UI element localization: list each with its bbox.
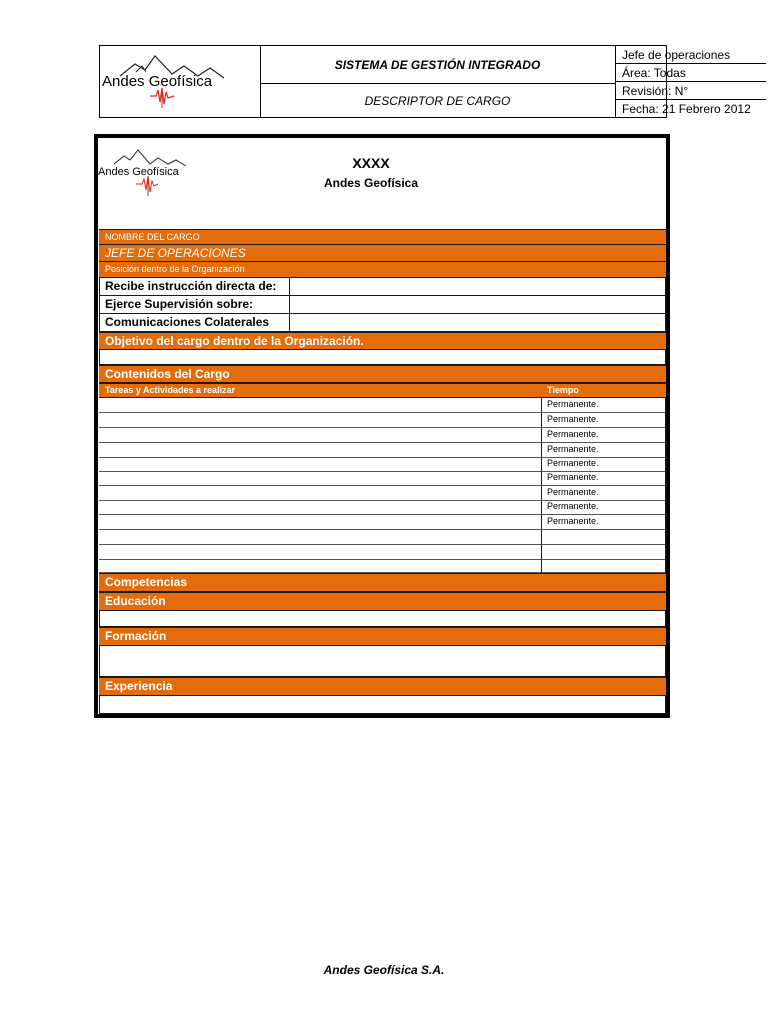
tareas-header: [99, 383, 666, 398]
page-footer: Andes Geofísica S.A.: [323, 963, 445, 977]
nombre-cargo-value: JEFE DE OPERACIONES: [99, 244, 666, 262]
tiempo-value: Permanente.: [547, 487, 599, 497]
tiempo-value: Permanente.: [547, 501, 599, 511]
meta-date: Fecha: 21 Febrero 2012: [622, 102, 751, 116]
comunicaciones-label: Comunicaciones Colaterales: [105, 315, 270, 329]
doc-type: DESCRIPTOR DE CARGO: [364, 93, 511, 108]
objetivo-value: [99, 350, 666, 365]
tiempo-value: Permanente.: [547, 458, 599, 468]
tareas-label: Tareas y Actividades a realizar: [105, 385, 236, 395]
posicion-label: Posición dentro de la Organización: [99, 261, 666, 278]
competencias-label: Competencias: [99, 573, 666, 592]
table-row: [99, 471, 666, 486]
posicion-right-border: [665, 278, 666, 332]
form-logo-text: Andes Geofísica: [98, 166, 179, 178]
tiempo-value: Permanente.: [547, 516, 599, 526]
table-row: [99, 515, 666, 530]
form-title: XXXX: [352, 155, 390, 171]
table-row: [99, 428, 666, 443]
tiempo-value: Permanente.: [547, 399, 599, 409]
objetivo-label: Objetivo del cargo dentro de la Organización.: [99, 332, 666, 350]
table-row: [99, 398, 666, 413]
nombre-cargo-label: NOMBRE DEL CARGO: [99, 229, 666, 245]
table-row: [99, 500, 666, 515]
formacion-label: Formación: [99, 627, 666, 646]
meta-area: Área: Todas: [616, 64, 766, 82]
table-row: [99, 486, 666, 501]
table-row: [99, 545, 666, 560]
posicion-row: [99, 278, 666, 296]
recibe-label: Recibe instrucción directa de:: [105, 279, 277, 293]
posicion-row: [99, 296, 666, 314]
document-header: [99, 45, 751, 118]
posicion-divider: [289, 278, 290, 332]
experiencia-value: [99, 696, 666, 714]
tiempo-divider: [541, 398, 542, 573]
tasks-right-border: [665, 398, 666, 573]
posicion-left-border: [99, 278, 100, 332]
formacion-value: [99, 646, 666, 677]
tiempo-value: Permanente.: [547, 429, 599, 439]
meta-position: Jefe de operaciones: [616, 46, 766, 64]
posicion-row: [99, 314, 666, 332]
form-company: Andes Geofísica: [323, 176, 419, 190]
andes-logo-icon: [98, 146, 218, 198]
educacion-value: [99, 611, 666, 627]
tiempo-value: Permanente.: [547, 472, 599, 482]
table-row: [99, 530, 666, 545]
contenidos-label: Contenidos del Cargo: [99, 365, 666, 383]
educacion-label: Educación: [99, 592, 666, 611]
tiempo-value: Permanente.: [547, 444, 599, 454]
table-row: [99, 443, 666, 458]
system-title: SISTEMA DE GESTIÓN INTEGRADO: [260, 46, 615, 84]
logo-text: Andes Geofísica: [102, 73, 213, 90]
andes-logo-icon: [100, 46, 260, 117]
meta-revision: Revisión: N°: [616, 82, 766, 100]
table-row: [99, 559, 666, 573]
tiempo-value: Permanente.: [547, 414, 599, 424]
header-logo-cell: [100, 46, 261, 117]
supervision-label: Ejerce Supervisión sobre:: [105, 297, 254, 311]
experiencia-label: Experiencia: [99, 677, 666, 696]
table-row: [99, 457, 666, 472]
tiempo-label: Tiempo: [547, 385, 579, 395]
table-row: [99, 413, 666, 428]
